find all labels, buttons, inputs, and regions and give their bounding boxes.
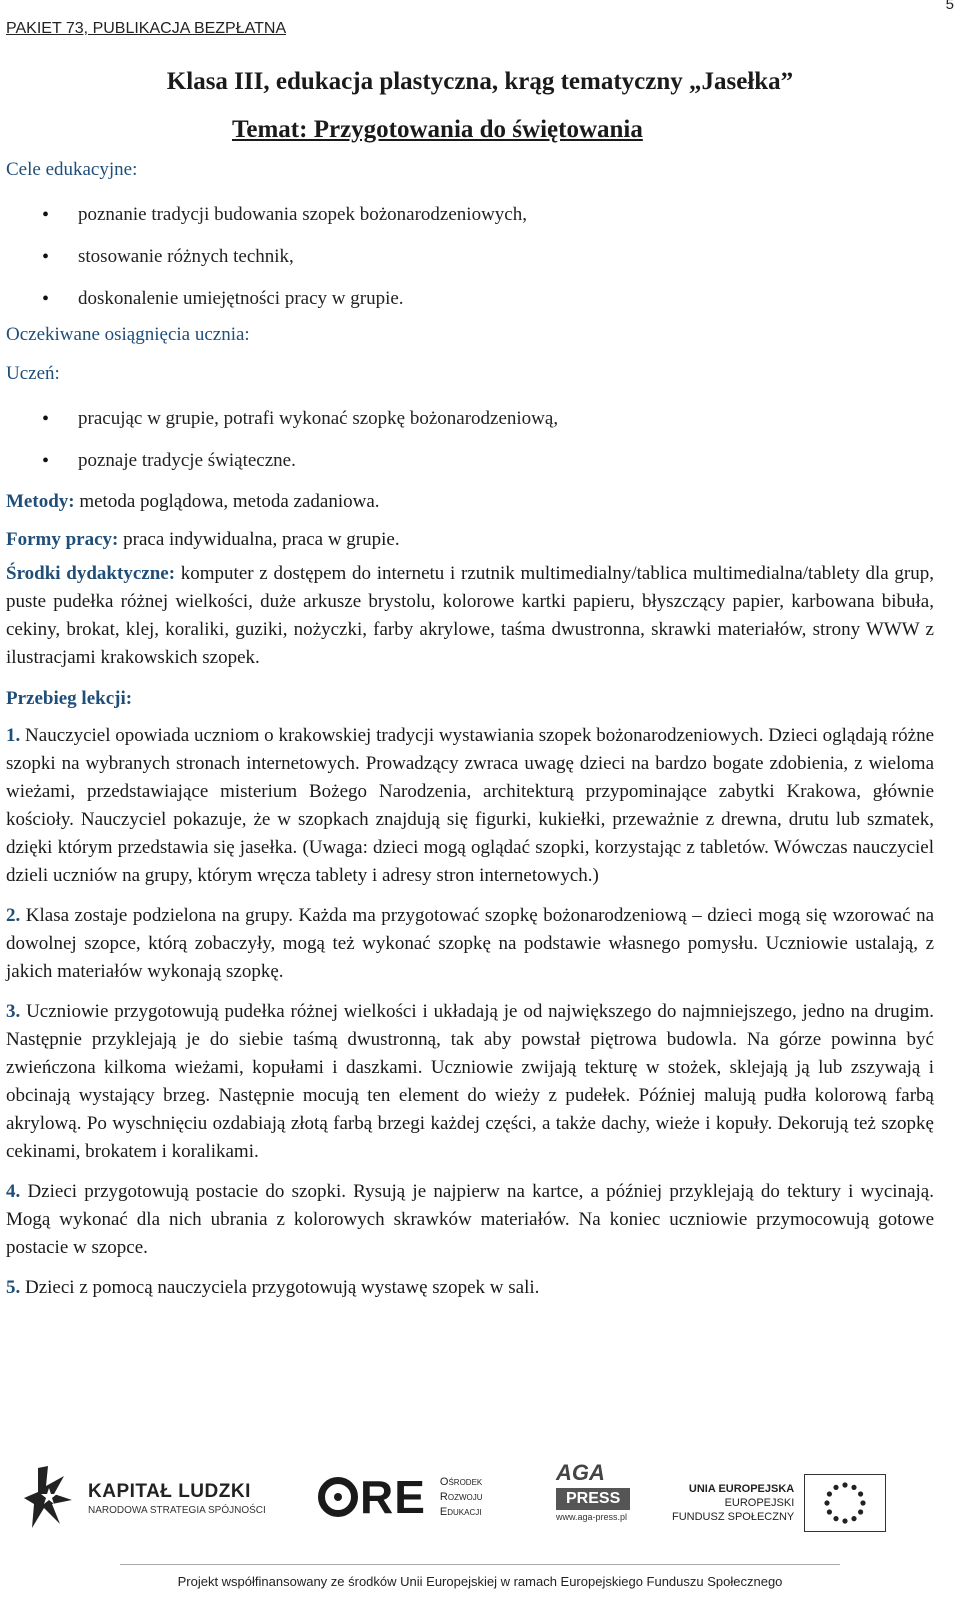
kapital-ludzki-mark-icon <box>24 1464 74 1532</box>
step-number: 1. <box>6 725 21 746</box>
osiagniecia-label: Oczekiwane osiągnięcia ucznia: <box>6 324 250 345</box>
osiagniecia-list <box>6 398 934 482</box>
step-paragraph <box>6 902 934 986</box>
step-number: 3. <box>6 1001 21 1022</box>
przebieg-label: Przebieg lekcji: <box>6 688 133 709</box>
kapital-ludzki-subtitle: NARODOWA STRATEGIA SPÓJNOŚCI <box>88 1504 266 1516</box>
list-item: • poznaje tradycje świąteczne. <box>6 440 934 482</box>
step-text: Nauczyciel opowiada uczniom o krakowskiej tradycji wystawiania szopek bożonarodzeniowych. Dzieci oglądają różne szopki na wybranych stronach internetowych. Prowadzący zwraca uwagę dzieci na bardzo bogate zdobienia, z wieloma wieżami, przedstawiające misterium Bożego Narodzenia, architekturą przypominające zabytki Krakowa, głównie kościoły. Nauczyciel pokazuje, że w szopkach znajdują się figurki, kukiełki, przeważnie z drewna, drutu lub szmatek, dzięki którym przedstawia się jasełka. (Uwaga: dzieci mogą oglądać szopki, korzystając z tabletów. Wówczas nauczyciel dzieli uczniów na grupy, którym wręcza tablety i adresy stron internetowych.) <box>6 725 934 886</box>
metody-label: Metody: <box>6 491 75 512</box>
step-paragraph <box>6 1178 934 1262</box>
ore-line: Edukacji <box>439 1505 482 1518</box>
aga-press-logo <box>556 1460 630 1522</box>
cele-list <box>6 194 934 320</box>
list-item: • pracując w grupie, potrafi wykonać szopkę bożonarodzeniową, <box>6 398 934 440</box>
eu-flag-icon <box>804 1474 886 1532</box>
eu-line: EUROPEJSKI <box>724 1497 795 1509</box>
list-item: • poznanie tradycji budowania szopek bożonarodzeniowych, <box>6 194 934 236</box>
eu-logo <box>672 1474 886 1532</box>
ore-wordmark: RE <box>360 1471 426 1523</box>
lesson-topic: Temat: Przygotowania do świętowania <box>232 116 643 143</box>
step-paragraph <box>6 998 934 1166</box>
step-paragraph <box>6 722 934 890</box>
aga-url: www.aga-press.pl <box>556 1512 628 1522</box>
step-number: 4. <box>6 1181 21 1202</box>
footer-divider <box>120 1564 840 1565</box>
eu-line: FUNDUSZ SPOŁECZNY <box>672 1511 795 1523</box>
funding-statement: Projekt współfinansowany ze środków Unii Europejskiej w ramach Europejskiego Funduszu Społecznego <box>177 1574 783 1589</box>
step-text: Dzieci z pomocą nauczyciela przygotowują wystawę szopek w sali. <box>20 1277 540 1298</box>
step-number: 5. <box>6 1277 21 1298</box>
ore-circle-icon <box>318 1477 358 1517</box>
kapital-ludzki-logo <box>24 1464 266 1532</box>
eu-title: UNIA EUROPEJSKA <box>688 1483 795 1495</box>
srodki-label: Środki dydaktyczne: <box>6 563 176 584</box>
funding-footer <box>0 1452 960 1609</box>
step-text: Dzieci przygotowują postacie do szopki. Rysują je najpierw na kartce, a później przyklejają do tektury i wycinają. Mogą wykonać dla nich ubrania z kolorowych skrawków materiałów. Na koniec uczniowie przymocowują gotowe postacie w szopce. <box>6 1181 934 1258</box>
aga-press-box: PRESS <box>556 1488 630 1510</box>
list-item: • doskonalenie umiejętności pracy w grupie. <box>6 278 934 320</box>
list-item: • stosowanie różnych technik, <box>6 236 934 278</box>
srodki-paragraph <box>6 560 934 672</box>
step-text: Uczniowie przygotowują pudełka różnej wielkości i układają je od największego do najmniejszego, jedno na drugim. Następnie przyklejają je do siebie taśmą dwustronną, tak aby powstał piętrowa budowla. Na górze powinna być zwieńczona kilkoma wieżami, kopułami i daszkami. Uczniowie zwijają tekturę w stożek, sklejają ją lub zszywają i obcinają wystający brzeg. Następnie mocują ten element do wieży z pudełek. Później malują pudła kolorową farbą akrylową. Po wyschnięciu ozdabiają złotą farbą brzegi każdej części, a także dachy, wieże i kopuły. Dekorują też szopkę cekinami, brokatem i koralikami. <box>6 1001 934 1162</box>
cele-label: Cele edukacyjne: <box>6 159 138 180</box>
lesson-content <box>6 156 934 1314</box>
metody-line <box>6 482 934 520</box>
formy-text: praca indywidualna, praca w grupie. <box>118 529 400 550</box>
formy-line <box>6 520 934 560</box>
ore-logo <box>318 1470 483 1524</box>
publication-header: PAKIET 73, PUBLIKACJA BEZPŁATNA <box>6 20 287 37</box>
step-number: 2. <box>6 905 21 926</box>
ore-line: Ośrodek <box>439 1475 483 1488</box>
kapital-ludzki-title: KAPITAŁ LUDZKI <box>88 1480 251 1502</box>
step-paragraph <box>6 1274 934 1302</box>
page-number: 5 <box>945 0 954 13</box>
srodki-text: komputer z dostępem do internetu i rzutnik multimedialny/tablica multimedialna/tablety dla grup, puste pudełka różnej wielkości, duże arkusze brystolu, kolorowe kartki papieru, błyszczący papier, karbowana bibuła, cekiny, brokat, klej, koraliki, guziki, nożyczki, farby akrylowe, taśma dwustronna, skrawki materiałów, strony WWW z ilustracjami krakowskich szopek. <box>6 563 935 668</box>
step-text: Klasa zostaje podzielona na grupy. Każda ma przygotować szopkę bożonarodzeniową – dzieci mogą się wzorować na dowolnej szopce, którą zobaczyły, mogą też wykonać szopkę na podstawie własnego pomysłu. Uczniowie ustalają, z jakich materiałów wykonają szopkę. <box>6 905 934 982</box>
formy-label: Formy pracy: <box>6 529 119 550</box>
lesson-title: Klasa III, edukacja plastyczna, krąg tematyczny „Jasełka” <box>166 68 794 95</box>
ore-line: Rozwoju <box>439 1490 483 1503</box>
aga-mark: AGA <box>556 1460 605 1485</box>
uczen-label: Uczeń: <box>6 363 60 384</box>
metody-text: metoda poglądowa, metoda zadaniowa. <box>74 491 380 512</box>
